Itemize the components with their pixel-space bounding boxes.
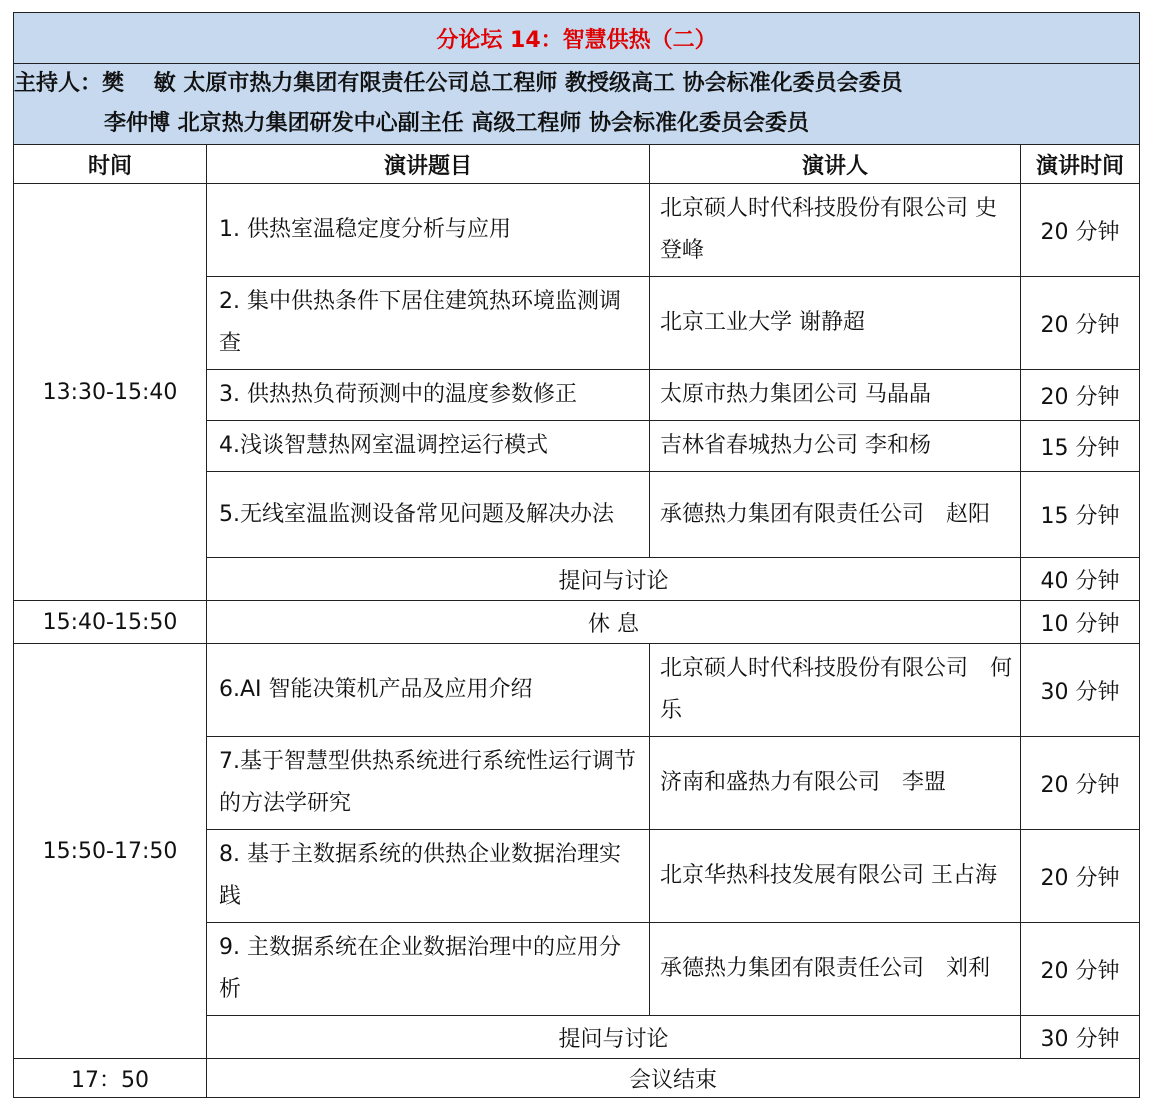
session-1-time: 13:30-15:40 — [14, 184, 207, 601]
talk-speaker: 北京工业大学 谢静超 — [650, 277, 1021, 370]
header-time: 时间 — [14, 145, 207, 184]
talk-topic: 7.基于智慧型供热系统进行系统性运行调节的方法学研究 — [207, 737, 650, 830]
session-2-time: 15:50-17:50 — [14, 644, 207, 1059]
host-line-2: 李仲博 北京热力集团研发中心副主任 高级工程师 协会标准化委员会委员 — [104, 111, 809, 136]
talk-duration: 15 分钟 — [1021, 472, 1140, 558]
header-speaker: 演讲人 — [650, 145, 1021, 184]
host-info — [14, 64, 1140, 145]
break-row — [14, 601, 1140, 644]
talk-topic: 5.无线室温监测设备常见问题及解决办法 — [207, 472, 650, 558]
talk-topic: 8. 基于主数据系统的供热企业数据治理实践 — [207, 830, 650, 923]
title-row — [14, 13, 1140, 64]
talk-duration: 15 分钟 — [1021, 421, 1140, 472]
talk-speaker: 吉林省春城热力公司 李和杨 — [650, 421, 1021, 472]
table-row — [14, 644, 1140, 737]
talk-speaker: 太原市热力集团公司 马晶晶 — [650, 370, 1021, 421]
qa-duration: 40 分钟 — [1021, 558, 1140, 601]
talk-topic: 4.浅谈智慧热网室温调控运行模式 — [207, 421, 650, 472]
talk-speaker: 济南和盛热力有限公司 李盟 — [650, 737, 1021, 830]
talk-duration: 20 分钟 — [1021, 737, 1140, 830]
host-line-1: 主持人：樊 敏 太原市热力集团有限责任公司总工程师 教授级高工 协会标准化委员会委员 — [14, 71, 903, 96]
talk-topic: 2. 集中供热条件下居住建筑热环境监测调查 — [207, 277, 650, 370]
talk-speaker: 承德热力集团有限责任公司 赵阳 — [650, 472, 1021, 558]
table-row — [14, 184, 1140, 277]
talk-duration: 30 分钟 — [1021, 644, 1140, 737]
host-row — [14, 64, 1140, 145]
talk-topic: 1. 供热室温稳定度分析与应用 — [207, 184, 650, 277]
talk-speaker: 北京华热科技发展有限公司 王占海 — [650, 830, 1021, 923]
break-duration: 10 分钟 — [1021, 601, 1140, 644]
header-row — [14, 145, 1140, 184]
qa-label: 提问与讨论 — [207, 1016, 1021, 1059]
header-topic: 演讲题目 — [207, 145, 650, 184]
talk-duration: 20 分钟 — [1021, 830, 1140, 923]
qa-duration: 30 分钟 — [1021, 1016, 1140, 1059]
forum-title: 分论坛 14：智慧供热（二） — [14, 13, 1140, 64]
end-label: 会议结束 — [207, 1059, 1140, 1098]
end-row — [14, 1059, 1140, 1098]
talk-duration: 20 分钟 — [1021, 184, 1140, 277]
talk-duration: 20 分钟 — [1021, 277, 1140, 370]
talk-speaker: 北京硕人时代科技股份有限公司 何乐 — [650, 644, 1021, 737]
qa-label: 提问与讨论 — [207, 558, 1021, 601]
header-duration: 演讲时间 — [1021, 145, 1140, 184]
talk-duration: 20 分钟 — [1021, 923, 1140, 1016]
end-time: 17：50 — [14, 1059, 207, 1098]
break-time: 15:40-15:50 — [14, 601, 207, 644]
forum-schedule-table — [13, 12, 1140, 1098]
talk-topic: 9. 主数据系统在企业数据治理中的应用分析 — [207, 923, 650, 1016]
talk-duration: 20 分钟 — [1021, 370, 1140, 421]
break-label: 休 息 — [207, 601, 1021, 644]
talk-topic: 6.AI 智能决策机产品及应用介绍 — [207, 644, 650, 737]
talk-speaker: 承德热力集团有限责任公司 刘利 — [650, 923, 1021, 1016]
talk-speaker: 北京硕人时代科技股份有限公司 史登峰 — [650, 184, 1021, 277]
talk-topic: 3. 供热热负荷预测中的温度参数修正 — [207, 370, 650, 421]
